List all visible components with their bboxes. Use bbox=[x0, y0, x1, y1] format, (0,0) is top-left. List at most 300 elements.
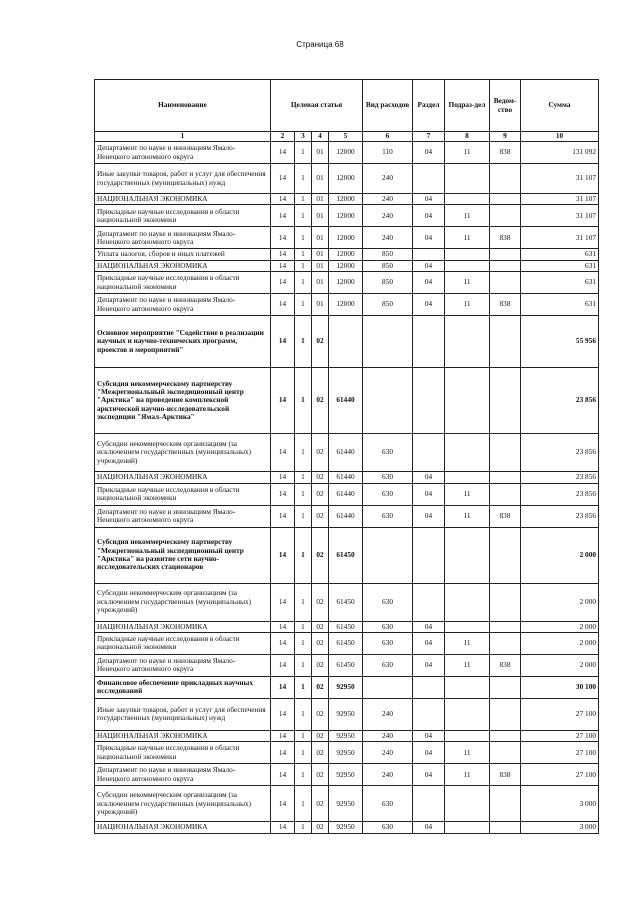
table-row bbox=[95, 583, 599, 621]
subsection bbox=[445, 583, 490, 621]
target-code-subprogram: 1 bbox=[295, 260, 312, 271]
target-code-program: 14 bbox=[271, 260, 295, 271]
target-code-subprogram: 1 bbox=[295, 142, 312, 164]
subsection bbox=[445, 194, 490, 205]
target-code-program: 14 bbox=[271, 472, 295, 483]
table-row bbox=[95, 294, 599, 316]
subsection: 11 bbox=[445, 227, 490, 249]
expense-type: 630 bbox=[363, 621, 413, 632]
section bbox=[413, 368, 445, 434]
amount: 27 100 bbox=[521, 698, 599, 730]
target-code-subprogram: 1 bbox=[295, 316, 312, 368]
amount: 3 000 bbox=[521, 786, 599, 822]
table-row bbox=[95, 632, 599, 654]
subsection: 11 bbox=[445, 205, 490, 227]
expense-type: 630 bbox=[363, 434, 413, 472]
target-code-direction: 61440 bbox=[329, 472, 363, 483]
department-code: 838 bbox=[490, 142, 521, 164]
target-code-event: 01 bbox=[312, 249, 329, 260]
target-code-subprogram: 1 bbox=[295, 272, 312, 294]
row-name: Департамент по науке и инновациям Ямало-Ненецкого автономного округа bbox=[95, 227, 271, 249]
subsection bbox=[445, 786, 490, 822]
amount: 27 100 bbox=[521, 742, 599, 764]
expense-type: 850 bbox=[363, 260, 413, 271]
target-code-direction: 12000 bbox=[329, 142, 363, 164]
amount: 131 092 bbox=[521, 142, 599, 164]
target-code-event: 02 bbox=[312, 730, 329, 741]
department-code bbox=[490, 368, 521, 434]
department-code bbox=[490, 676, 521, 698]
amount: 631 bbox=[521, 294, 599, 316]
row-name: Департамент по науке и инновациям Ямало-Ненецкого автономного округа bbox=[95, 294, 271, 316]
row-name: НАЦИОНАЛЬНАЯ ЭКОНОМИКА bbox=[95, 621, 271, 632]
target-code-program: 14 bbox=[271, 654, 295, 676]
row-name: Субсидии некоммерческим организациям (за исключением государственных (муниципальных) учреждений) bbox=[95, 434, 271, 472]
target-code-direction: 61450 bbox=[329, 527, 363, 583]
target-code-direction: 92950 bbox=[329, 676, 363, 698]
target-code-program: 14 bbox=[271, 583, 295, 621]
department-code bbox=[490, 786, 521, 822]
table-row bbox=[95, 505, 599, 527]
department-code bbox=[490, 583, 521, 621]
target-code-event: 02 bbox=[312, 621, 329, 632]
target-code-direction: 61440 bbox=[329, 505, 363, 527]
department-code bbox=[490, 316, 521, 368]
row-name: Субсидии некоммерческим организациям (за исключением государственных (муниципальных) учреждений) bbox=[95, 786, 271, 822]
row-name: Основное мероприятие "Содействие в реализации научных и научно-технических программ, проектов и мероприятий" bbox=[95, 316, 271, 368]
target-code-subprogram: 1 bbox=[295, 730, 312, 741]
table-row bbox=[95, 764, 599, 786]
table-row bbox=[95, 472, 599, 483]
target-code-program: 14 bbox=[271, 368, 295, 434]
section: 04 bbox=[413, 272, 445, 294]
section: 04 bbox=[413, 764, 445, 786]
target-code-event: 01 bbox=[312, 205, 329, 227]
row-name: Прикладные научные исследования в области национальной экономики bbox=[95, 205, 271, 227]
target-code-event: 02 bbox=[312, 676, 329, 698]
target-code-direction: 92950 bbox=[329, 698, 363, 730]
target-code-direction: 92950 bbox=[329, 742, 363, 764]
col-number: 6 bbox=[363, 132, 413, 142]
section: 04 bbox=[413, 822, 445, 833]
section bbox=[413, 527, 445, 583]
section bbox=[413, 164, 445, 194]
department-code bbox=[490, 632, 521, 654]
col-number: 5 bbox=[329, 132, 363, 142]
section: 04 bbox=[413, 227, 445, 249]
row-name: Департамент по науке и инновациям Ямало-Ненецкого автономного округа bbox=[95, 142, 271, 164]
expense-type: 110 bbox=[363, 142, 413, 164]
table-row bbox=[95, 194, 599, 205]
table-row bbox=[95, 368, 599, 434]
subsection: 11 bbox=[445, 505, 490, 527]
department-code bbox=[490, 730, 521, 741]
row-name: НАЦИОНАЛЬНАЯ ЭКОНОМИКА bbox=[95, 472, 271, 483]
target-code-event: 01 bbox=[312, 272, 329, 294]
section: 04 bbox=[413, 505, 445, 527]
subsection bbox=[445, 249, 490, 260]
target-code-subprogram: 1 bbox=[295, 764, 312, 786]
expense-type: 630 bbox=[363, 786, 413, 822]
target-code-program: 14 bbox=[271, 786, 295, 822]
target-code-subprogram: 1 bbox=[295, 527, 312, 583]
department-code: 838 bbox=[490, 764, 521, 786]
amount: 23 856 bbox=[521, 472, 599, 483]
target-code-direction: 61450 bbox=[329, 583, 363, 621]
table-row bbox=[95, 316, 599, 368]
table-row bbox=[95, 227, 599, 249]
col-number: 1 bbox=[95, 132, 271, 142]
subsection bbox=[445, 822, 490, 833]
amount: 27 100 bbox=[521, 764, 599, 786]
table-row bbox=[95, 434, 599, 472]
target-code-program: 14 bbox=[271, 742, 295, 764]
expense-type: 240 bbox=[363, 194, 413, 205]
amount: 2 000 bbox=[521, 621, 599, 632]
row-name: Субсидии некоммерческим организациям (за исключением государственных (муниципальных) учреждений) bbox=[95, 583, 271, 621]
table-row bbox=[95, 249, 599, 260]
target-code-direction: 92950 bbox=[329, 786, 363, 822]
row-name: НАЦИОНАЛЬНАЯ ЭКОНОМИКА bbox=[95, 730, 271, 741]
amount: 2 000 bbox=[521, 654, 599, 676]
row-name: НАЦИОНАЛЬНАЯ ЭКОНОМИКА bbox=[95, 822, 271, 833]
amount: 23 856 bbox=[521, 505, 599, 527]
target-code-program: 14 bbox=[271, 483, 295, 505]
expense-type: 630 bbox=[363, 483, 413, 505]
target-code-direction: 92950 bbox=[329, 730, 363, 741]
target-code-subprogram: 1 bbox=[295, 249, 312, 260]
target-code-direction: 12000 bbox=[329, 194, 363, 205]
section: 04 bbox=[413, 294, 445, 316]
row-name: Департамент по науке и инновациям Ямало-Ненецкого автономного округа bbox=[95, 764, 271, 786]
target-code-subprogram: 1 bbox=[295, 505, 312, 527]
expense-type: 240 bbox=[363, 742, 413, 764]
target-code-subprogram: 1 bbox=[295, 742, 312, 764]
table-row bbox=[95, 730, 599, 741]
target-code-direction: 92950 bbox=[329, 764, 363, 786]
row-name: Прикладные научные исследования в области национальной экономики bbox=[95, 742, 271, 764]
amount: 2 000 bbox=[521, 632, 599, 654]
department-code bbox=[490, 249, 521, 260]
department-code bbox=[490, 483, 521, 505]
amount: 55 956 bbox=[521, 316, 599, 368]
target-code-program: 14 bbox=[271, 621, 295, 632]
table-row bbox=[95, 272, 599, 294]
expense-type bbox=[363, 527, 413, 583]
department-code: 838 bbox=[490, 654, 521, 676]
target-code-direction bbox=[329, 316, 363, 368]
department-code bbox=[490, 527, 521, 583]
section: 04 bbox=[413, 205, 445, 227]
section: 04 bbox=[413, 260, 445, 271]
target-code-program: 14 bbox=[271, 249, 295, 260]
expense-type: 240 bbox=[363, 764, 413, 786]
target-code-subprogram: 1 bbox=[295, 786, 312, 822]
table-row bbox=[95, 654, 599, 676]
target-code-subprogram: 1 bbox=[295, 294, 312, 316]
header-target: Целевая статья bbox=[271, 80, 363, 132]
target-code-program: 14 bbox=[271, 205, 295, 227]
section: 04 bbox=[413, 632, 445, 654]
header-vedomstvo: Ведом-ство bbox=[490, 80, 521, 132]
target-code-direction: 12000 bbox=[329, 227, 363, 249]
target-code-subprogram: 1 bbox=[295, 621, 312, 632]
target-code-program: 14 bbox=[271, 505, 295, 527]
subsection bbox=[445, 164, 490, 194]
target-code-subprogram: 1 bbox=[295, 194, 312, 205]
subsection bbox=[445, 698, 490, 730]
expense-type: 630 bbox=[363, 632, 413, 654]
row-name: НАЦИОНАЛЬНАЯ ЭКОНОМИКА bbox=[95, 194, 271, 205]
department-code bbox=[490, 434, 521, 472]
amount: 27 100 bbox=[521, 730, 599, 741]
target-code-direction: 61440 bbox=[329, 434, 363, 472]
subsection: 11 bbox=[445, 483, 490, 505]
section: 04 bbox=[413, 621, 445, 632]
amount: 31 107 bbox=[521, 205, 599, 227]
header-row bbox=[95, 80, 599, 132]
row-name: Субсидия некоммерческому партнерству "Межрегиональный экспедиционный центр "Арктика" на развитие сети научно-исследовательских стационаров bbox=[95, 527, 271, 583]
subsection: 11 bbox=[445, 742, 490, 764]
section bbox=[413, 434, 445, 472]
expense-type: 630 bbox=[363, 472, 413, 483]
subsection: 11 bbox=[445, 654, 490, 676]
target-code-event: 02 bbox=[312, 472, 329, 483]
target-code-event: 02 bbox=[312, 632, 329, 654]
target-code-program: 14 bbox=[271, 676, 295, 698]
section: 04 bbox=[413, 142, 445, 164]
target-code-event: 01 bbox=[312, 227, 329, 249]
amount: 2 000 bbox=[521, 583, 599, 621]
target-code-direction: 12000 bbox=[329, 249, 363, 260]
subsection: 11 bbox=[445, 632, 490, 654]
section: 04 bbox=[413, 483, 445, 505]
target-code-event: 01 bbox=[312, 164, 329, 194]
amount: 2 000 bbox=[521, 527, 599, 583]
target-code-event: 02 bbox=[312, 742, 329, 764]
expense-type: 240 bbox=[363, 164, 413, 194]
subsection: 11 bbox=[445, 272, 490, 294]
subsection bbox=[445, 676, 490, 698]
row-name: Прикладные научные исследования в области национальной экономики bbox=[95, 272, 271, 294]
target-code-subprogram: 1 bbox=[295, 676, 312, 698]
target-code-program: 14 bbox=[271, 272, 295, 294]
target-code-event: 01 bbox=[312, 194, 329, 205]
target-code-event: 02 bbox=[312, 527, 329, 583]
header-podrazdel: Подраз-дел bbox=[445, 80, 490, 132]
department-code bbox=[490, 621, 521, 632]
target-code-event: 02 bbox=[312, 764, 329, 786]
expense-type: 630 bbox=[363, 505, 413, 527]
row-name: Субсидия некоммерческому партнерству "Межрегиональный экспедиционный центр "Арктика" на проведение комплексной арктической научно-исследовательской экспедиции "Ямал-Арктика" bbox=[95, 368, 271, 434]
target-code-subprogram: 1 bbox=[295, 583, 312, 621]
expense-type bbox=[363, 316, 413, 368]
expense-type: 630 bbox=[363, 822, 413, 833]
target-code-event: 02 bbox=[312, 698, 329, 730]
target-code-direction: 92950 bbox=[329, 822, 363, 833]
department-code: 838 bbox=[490, 227, 521, 249]
table-row bbox=[95, 483, 599, 505]
department-code bbox=[490, 164, 521, 194]
table-row bbox=[95, 164, 599, 194]
department-code bbox=[490, 194, 521, 205]
target-code-subprogram: 1 bbox=[295, 632, 312, 654]
target-code-event: 02 bbox=[312, 505, 329, 527]
col-number: 2 bbox=[271, 132, 295, 142]
target-code-subprogram: 1 bbox=[295, 205, 312, 227]
row-name: НАЦИОНАЛЬНАЯ ЭКОНОМИКА bbox=[95, 260, 271, 271]
row-name: Прикладные научные исследования в области национальной экономики bbox=[95, 632, 271, 654]
expense-type bbox=[363, 368, 413, 434]
department-code: 838 bbox=[490, 294, 521, 316]
expense-type: 850 bbox=[363, 272, 413, 294]
target-code-program: 14 bbox=[271, 698, 295, 730]
target-code-event: 02 bbox=[312, 786, 329, 822]
table-body bbox=[95, 142, 599, 834]
department-code bbox=[490, 472, 521, 483]
expense-type: 850 bbox=[363, 294, 413, 316]
target-code-direction: 61450 bbox=[329, 654, 363, 676]
target-code-subprogram: 1 bbox=[295, 822, 312, 833]
amount: 31 107 bbox=[521, 164, 599, 194]
target-code-program: 14 bbox=[271, 822, 295, 833]
subsection bbox=[445, 316, 490, 368]
target-code-event: 02 bbox=[312, 434, 329, 472]
table-row bbox=[95, 260, 599, 271]
target-code-program: 14 bbox=[271, 316, 295, 368]
section bbox=[413, 786, 445, 822]
subsection: 11 bbox=[445, 142, 490, 164]
page-number: Страница 68 bbox=[296, 40, 344, 49]
expense-type: 240 bbox=[363, 205, 413, 227]
target-code-subprogram: 1 bbox=[295, 472, 312, 483]
target-code-program: 14 bbox=[271, 194, 295, 205]
table-row bbox=[95, 742, 599, 764]
target-code-subprogram: 1 bbox=[295, 227, 312, 249]
table-row bbox=[95, 822, 599, 833]
department-code bbox=[490, 742, 521, 764]
target-code-event: 01 bbox=[312, 294, 329, 316]
col-number: 8 bbox=[445, 132, 490, 142]
section bbox=[413, 583, 445, 621]
subsection bbox=[445, 368, 490, 434]
row-name: Департамент по науке и инновациям Ямало-Ненецкого автономного округа bbox=[95, 505, 271, 527]
amount: 23 856 bbox=[521, 368, 599, 434]
subsection bbox=[445, 621, 490, 632]
amount: 631 bbox=[521, 272, 599, 294]
col-number: 10 bbox=[521, 132, 599, 142]
target-code-subprogram: 1 bbox=[295, 164, 312, 194]
table-row bbox=[95, 527, 599, 583]
amount: 23 856 bbox=[521, 434, 599, 472]
section bbox=[413, 698, 445, 730]
target-code-event: 02 bbox=[312, 822, 329, 833]
target-code-program: 14 bbox=[271, 632, 295, 654]
subsection bbox=[445, 472, 490, 483]
target-code-direction: 12000 bbox=[329, 294, 363, 316]
subsection bbox=[445, 527, 490, 583]
target-code-program: 14 bbox=[271, 227, 295, 249]
target-code-event: 01 bbox=[312, 142, 329, 164]
target-code-direction: 61440 bbox=[329, 368, 363, 434]
table-row bbox=[95, 698, 599, 730]
subsection bbox=[445, 434, 490, 472]
target-code-program: 14 bbox=[271, 434, 295, 472]
target-code-direction: 61450 bbox=[329, 632, 363, 654]
department-code bbox=[490, 822, 521, 833]
row-name: Финансовое обеспечение прикладных научных исследований bbox=[95, 676, 271, 698]
amount: 23 856 bbox=[521, 483, 599, 505]
row-name: Иные закупки товаров, работ и услуг для обеспечения государственных (муниципальных) нужд bbox=[95, 164, 271, 194]
target-code-program: 14 bbox=[271, 527, 295, 583]
department-code: 838 bbox=[490, 505, 521, 527]
section bbox=[413, 316, 445, 368]
target-code-subprogram: 1 bbox=[295, 654, 312, 676]
header-name: Наименование bbox=[95, 80, 271, 132]
target-code-subprogram: 1 bbox=[295, 434, 312, 472]
row-name: Иные закупки товаров, работ и услуг для обеспечения государственных (муниципальных) нужд bbox=[95, 698, 271, 730]
table-row bbox=[95, 205, 599, 227]
target-code-direction: 12000 bbox=[329, 272, 363, 294]
target-code-program: 14 bbox=[271, 294, 295, 316]
section bbox=[413, 249, 445, 260]
amount: 631 bbox=[521, 249, 599, 260]
target-code-direction: 61440 bbox=[329, 483, 363, 505]
col-number: 7 bbox=[413, 132, 445, 142]
header-vid: Вид расходов bbox=[363, 80, 413, 132]
expense-type: 240 bbox=[363, 698, 413, 730]
section: 04 bbox=[413, 742, 445, 764]
expense-type: 240 bbox=[363, 730, 413, 741]
target-code-program: 14 bbox=[271, 764, 295, 786]
row-name: Департамент по науке и инновациям Ямало-Ненецкого автономного округа bbox=[95, 654, 271, 676]
expense-type: 240 bbox=[363, 227, 413, 249]
section: 04 bbox=[413, 472, 445, 483]
department-code bbox=[490, 260, 521, 271]
amount: 3 000 bbox=[521, 822, 599, 833]
subsection bbox=[445, 730, 490, 741]
target-code-event: 02 bbox=[312, 583, 329, 621]
target-code-program: 14 bbox=[271, 142, 295, 164]
row-name: Прикладные научные исследования в области национальной экономики bbox=[95, 483, 271, 505]
budget-table bbox=[94, 79, 599, 834]
target-code-program: 14 bbox=[271, 730, 295, 741]
table-row bbox=[95, 142, 599, 164]
table-row bbox=[95, 676, 599, 698]
amount: 631 bbox=[521, 260, 599, 271]
subsection bbox=[445, 260, 490, 271]
subsection: 11 bbox=[445, 294, 490, 316]
target-code-event: 02 bbox=[312, 316, 329, 368]
department-code bbox=[490, 272, 521, 294]
target-code-subprogram: 1 bbox=[295, 698, 312, 730]
expense-type: 850 bbox=[363, 249, 413, 260]
section: 04 bbox=[413, 730, 445, 741]
header-summa: Сумма bbox=[521, 80, 599, 132]
section: 04 bbox=[413, 654, 445, 676]
col-number: 3 bbox=[295, 132, 312, 142]
table-row bbox=[95, 786, 599, 822]
department-code bbox=[490, 205, 521, 227]
amount: 31 107 bbox=[521, 194, 599, 205]
amount: 31 107 bbox=[521, 227, 599, 249]
table-row bbox=[95, 621, 599, 632]
col-number: 9 bbox=[490, 132, 521, 142]
column-number-row bbox=[95, 132, 599, 142]
expense-type: 630 bbox=[363, 583, 413, 621]
subsection: 11 bbox=[445, 764, 490, 786]
department-code bbox=[490, 698, 521, 730]
